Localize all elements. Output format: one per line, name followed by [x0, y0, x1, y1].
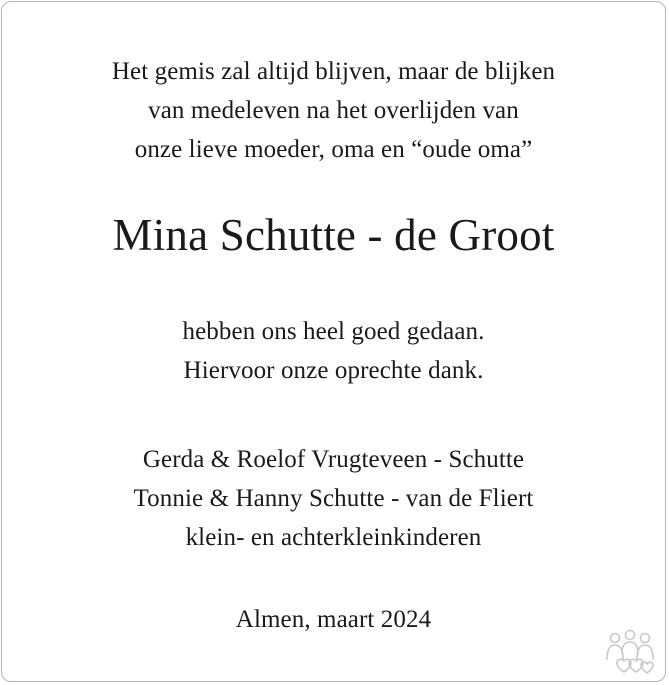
intro-line-3: onze lieve moeder, oma en “oude oma”: [134, 136, 533, 163]
thanks-text: [2, 312, 665, 390]
intro-line-1: Het gemis zal altijd blijven, maar de blijken: [111, 58, 556, 85]
signer-line-2: Tonnie & Hanny Schutte - van de Fliert: [133, 485, 534, 512]
place-date-block: [2, 600, 665, 639]
signers: [2, 440, 665, 557]
thanks-line-2: Hiervoor onze oprechte dank.: [183, 357, 484, 384]
intro-text: [2, 52, 665, 169]
family-hearts-icon: [601, 629, 659, 677]
intro-line-2: van medeleven na het overlijden van: [148, 97, 519, 124]
deceased-name-block: [2, 207, 665, 263]
notice-card: [1, 1, 666, 682]
deceased-name: Mina Schutte - de Groot: [112, 210, 555, 260]
thanks-line-1: hebben ons heel goed gedaan.: [182, 318, 485, 345]
signer-line-1: Gerda & Roelof Vrugteveen - Schutte: [142, 446, 525, 473]
signer-line-3: klein- en achterkleinkinderen: [185, 524, 482, 551]
place-date: Almen, maart 2024: [235, 606, 432, 633]
